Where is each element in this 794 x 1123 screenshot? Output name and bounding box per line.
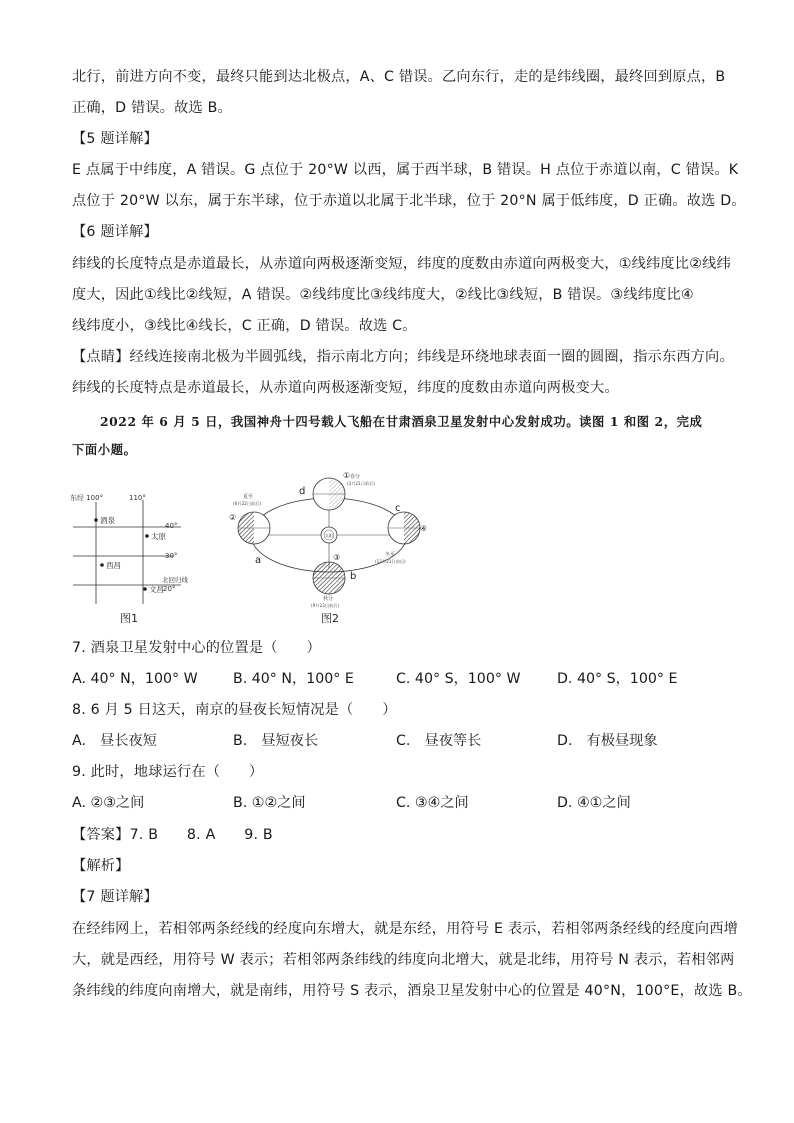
answer-line [72, 825, 273, 845]
question-8-stem: 8. 6 月 5 日这天，南京的昼夜长短情况是（ ） [72, 702, 397, 718]
point-c: c [395, 503, 401, 514]
key-point-line: 【点睛】经线连接南北极为半圆弧线，指示南北方向；纬线是环绕地球表面一圈的圆圈，指示东西方向。 [72, 349, 734, 365]
city-taiyuan: 太原 [151, 532, 166, 541]
text-line: 度大，因此①线比②线短，A 错误。②线纬度比③线纬度大，②线比③线短，B 错误。③线纬度比④ [72, 287, 694, 303]
season-autumn-date: (9月23日前后) [311, 603, 340, 608]
analysis-label: 【解析】 [72, 858, 130, 874]
figure-2-caption: 图2 [321, 612, 339, 625]
q9-option-a[interactable]: A. ②③之间 [72, 795, 145, 811]
sun-label: 太阳 [325, 533, 333, 538]
city-wenchang: 文昌 [149, 585, 164, 594]
q7-option-d[interactable]: D. 40° S，100° E [557, 671, 678, 687]
q7-option-c[interactable]: C. 40° S，100° W [396, 671, 521, 687]
text-line: E 点属于中纬度，A 错误。G 点位于 20°W 以西，属于西半球，B 错误。H 点位于赤道以南，C 错误。K [72, 162, 739, 178]
question-7-stem: 7. 酒泉卫星发射中心的位置是（ ） [72, 640, 321, 656]
position-1: ① [343, 471, 351, 480]
question-9-stem: 9. 此时，地球运行在（ ） [72, 764, 264, 780]
position-4: ④ [420, 524, 428, 533]
point-a: a [255, 555, 262, 566]
city-jiuquan: 酒泉 [100, 516, 115, 525]
intro-line-1: 2022 年 6 月 5 日，我国神舟十四号载人飞船在甘肃酒泉卫星发射中心发射成功。读图 1 和图 2，完成 [100, 414, 703, 429]
position-2: ② [229, 513, 237, 522]
season-summer: 夏至 [243, 494, 254, 500]
text-line: 北行，前进方向不变，最终只能到达北极点，A、C 错误。乙向东行，走的是纬线圈，最终回到原点，B [72, 69, 726, 85]
lon-label-100: 东经 100° [70, 494, 104, 502]
lon-label-110: 110° [129, 494, 146, 502]
section-heading: 【6 题详解】 [72, 224, 158, 240]
answer-text: 7. B 8. A 9. B [129, 827, 273, 843]
figure-2-orbit [225, 468, 445, 630]
city-xichang: 西昌 [106, 561, 121, 570]
figure-1-map [68, 490, 218, 630]
q8-option-d[interactable]: D. 有极昼现象 [557, 733, 658, 749]
q7-option-b[interactable]: B. 40° N，100° E [233, 671, 354, 687]
detail-7-line: 大，就是西经，用符号 W 表示；若相邻两条纬线的纬度向北增大，就是北纬，用符号 N 表示，若相邻两 [72, 952, 735, 968]
q8-option-c[interactable]: C. 昼夜等长 [396, 733, 482, 749]
season-spring: 春分 [350, 474, 361, 480]
answer-label: 【答案】 [72, 827, 130, 843]
q7-option-a[interactable]: A. 40° N，100° W [72, 671, 198, 687]
text-line: 线纬度小，③线比④线长，C 正确，D 错误。故选 C。 [72, 318, 417, 334]
detail-7-line: 条纬线的纬度向南增大，就是南纬，用符号 S 表示，酒泉卫星发射中心的位置是 40°N，100°E，故选 B。 [72, 983, 752, 999]
lat-label-40: 40° [165, 522, 178, 530]
section-heading: 【5 题详解】 [72, 131, 158, 147]
q9-option-c[interactable]: C. ③④之间 [396, 795, 469, 811]
season-summer-date: (6月22日前后) [233, 501, 262, 506]
season-winter: 冬至 [385, 552, 396, 558]
text-line: 点位于 20°W 以东，属于东半球，位于赤道以北属于北半球，位于 20°N 属于低纬度，D 正确。故选 D。 [72, 193, 746, 209]
lat-label-20: 20° [163, 585, 176, 593]
figure-1-caption: 图1 [120, 612, 138, 625]
intro-line-2: 下面小题。 [72, 442, 137, 457]
position-3: ③ [333, 553, 341, 562]
q9-option-b[interactable]: B. ①②之间 [233, 795, 306, 811]
point-d: d [299, 486, 306, 497]
text-line: 正确，D 错误。故选 B。 [72, 100, 232, 116]
season-autumn: 秋分 [323, 596, 334, 602]
detail-7-line: 在经纬网上，若相邻两条经线的经度向东增大，就是东经，用符号 E 表示，若相邻两条经线的经度向西增 [72, 921, 739, 937]
season-spring-date: (3月21日前后) [347, 481, 376, 486]
q8-option-a[interactable]: A. 昼长夜短 [72, 733, 157, 749]
q8-option-b[interactable]: B. 昼短夜长 [233, 733, 319, 749]
tropic-label: 北回归线 [162, 576, 188, 584]
detail-7-heading: 【7 题详解】 [72, 889, 158, 905]
point-b: b [350, 571, 357, 582]
q9-option-d[interactable]: D. ④①之间 [557, 795, 631, 811]
season-winter-date: (12月22日前后) [375, 559, 406, 564]
lat-label-30: 30° [165, 552, 178, 560]
text-line: 纬线的长度特点是赤道最长，从赤道向两极逐渐变短，纬度的度数由赤道向两极变大。 [72, 380, 619, 396]
text-line: 纬线的长度特点是赤道最长，从赤道向两极逐渐变短，纬度的度数由赤道向两极变大，①线纬度比②线纬 [72, 256, 731, 272]
